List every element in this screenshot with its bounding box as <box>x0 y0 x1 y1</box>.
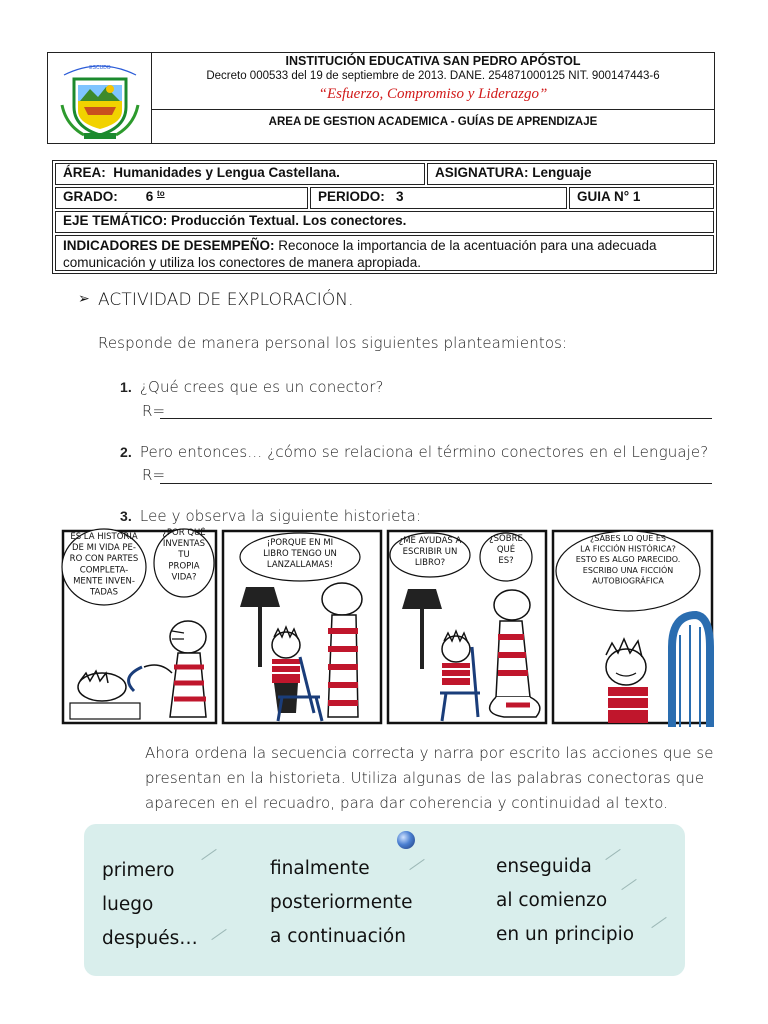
connector-word: al comienzo <box>496 890 608 911</box>
activity-intro: Responde de manera personal los siguientes planteamientos: <box>98 334 568 352</box>
indicators-label: INDICADORES DE DESEMPEÑO: <box>63 238 275 253</box>
answer-prefix-1: R= <box>142 402 166 420</box>
answer-line-2[interactable] <box>160 483 712 484</box>
question-3 <box>120 507 421 525</box>
comic-bubble-text: ESTO ES ALGO PARECIDO. <box>575 555 681 565</box>
motto: “Esfuerzo, Compromiso y Liderazgo” <box>318 86 548 102</box>
comic-bubble-text: TU <box>178 550 190 561</box>
header-divider <box>152 109 714 110</box>
connector-word: primero <box>102 860 175 881</box>
question-1 <box>120 378 384 396</box>
svg-text:ESCUDO: ESCUDO <box>89 65 111 71</box>
comic-bubble-text: LIBRO TENGO UN <box>263 549 337 560</box>
subject-label: ASIGNATURA: <box>435 165 529 180</box>
connector-word: enseguida <box>496 856 592 877</box>
connector-word: posteriormente <box>270 892 413 913</box>
axis-value: Producción Textual. Los conectores. <box>171 213 407 228</box>
comic-bubble-text: AUTOBIOGRÁFICA <box>592 576 664 586</box>
answer-line-1[interactable] <box>160 418 712 419</box>
decorative-mark <box>409 859 424 870</box>
decorative-mark <box>605 849 620 860</box>
answer-prefix-2: R= <box>142 466 166 484</box>
decorative-mark <box>651 917 666 928</box>
period-cell <box>310 187 567 209</box>
decorative-mark <box>201 849 216 860</box>
indicators-value: Reconoce la importancia de la acentuación para una adecuada comunicación y utiliza los conectores de manera apropiada. <box>63 238 657 270</box>
comic-bubble-text: ¡PORQUE EN MI <box>266 538 334 548</box>
guide-label: GUIA N° 1 <box>577 189 641 204</box>
comic-bubble-text: LANZALLAMAS! <box>266 560 334 571</box>
comic-bubble-text: ESCRIBO UNA FICCIÓN <box>582 565 674 575</box>
subject-cell <box>427 163 714 185</box>
comic-bubble-text: QUÉ <box>496 545 516 556</box>
area-cell <box>55 163 425 185</box>
instruction-line-3: aparecen en el recuadro, para dar coherencia y continuidad al texto. <box>145 794 669 812</box>
area-line: AREA DE GESTION ACADEMICA - GUÍAS DE APRENDIZAJE <box>268 116 598 128</box>
comic-bubble-text: ESCRIBIR UN <box>402 547 458 558</box>
pushpin-icon <box>397 831 415 849</box>
connector-word: a continuación <box>270 926 406 947</box>
grade-suffix: to <box>157 189 165 198</box>
question-number: 3. <box>120 508 132 524</box>
comic-bubble-text: LIBRO? <box>414 558 446 569</box>
area-label: ÁREA: <box>63 165 106 180</box>
axis-cell <box>55 211 714 233</box>
question-number: 1. <box>120 379 132 395</box>
guide-cell <box>569 187 714 209</box>
comic-bubble-text: ¿ME AYUDAS A <box>398 536 462 546</box>
area-value: Humanidades y Lengua Castellana. <box>113 165 340 180</box>
comic-bubble-text: PROPIA <box>168 561 200 572</box>
question-number: 2. <box>120 444 132 460</box>
comic-bubble-text: VIDA? <box>171 572 197 583</box>
comic-bubble-text: ES? <box>498 556 514 567</box>
connector-word: luego <box>102 894 154 915</box>
comic-bubble-text: RO CON PARTES <box>69 554 139 565</box>
comic-bubble-text: TADAS <box>90 587 118 598</box>
activity-title: ACTIVIDAD DE EXPLORACIÓN. <box>98 290 354 310</box>
comic-bubble-text: ¿SOBRE <box>489 534 523 544</box>
connector-words-box <box>84 824 685 976</box>
comic-bubble-text: ¿SABES LO QUE ES <box>589 534 667 543</box>
institution-name: INSTITUCIÓN EDUCATIVA SAN PEDRO APÓSTOL <box>285 54 581 68</box>
connector-word: finalmente <box>270 858 370 879</box>
comic-strip <box>60 527 715 727</box>
comic-bubble-text: LA FICCIÓN HISTÓRICA? <box>580 544 676 554</box>
subject-value: Lenguaje <box>532 165 592 180</box>
question-2 <box>120 443 708 461</box>
course-info-table <box>52 160 717 274</box>
question-text: Pero entonces… ¿cómo se relaciona el término conectores en el Lenguaje? <box>139 443 709 461</box>
institution-header <box>47 52 715 144</box>
comic-bubble-text: ES LA HISTORIA <box>70 532 138 542</box>
question-text: ¿Qué crees que es un conector? <box>139 378 384 396</box>
decree-line: Decreto 000533 del 19 de septiembre de 2013. DANE. 254871000125 NIT. 900147443-6 <box>206 70 660 82</box>
arrow-bullet-icon: ➢ <box>78 290 90 306</box>
grade-value: 6 <box>145 189 154 204</box>
grade-label: GRADO: <box>63 189 118 204</box>
school-shield-logo <box>54 55 146 141</box>
comic-bubble-text: INVENTAS <box>162 539 206 550</box>
logo-cell <box>48 53 152 143</box>
comic-bubble-text: COMPLETA- <box>79 565 129 576</box>
decorative-mark <box>621 879 636 890</box>
indicators-cell <box>55 235 714 271</box>
grade-cell <box>55 187 308 209</box>
connector-word: en un principio <box>496 924 635 945</box>
comic-bubble-text: DE MI VIDA PE- <box>72 543 136 554</box>
instruction-line-2: presentan en la historieta. Utiliza algunas de las palabras conectoras que <box>145 769 705 787</box>
period-label: PERIODO: <box>318 189 385 204</box>
question-text: Lee y observa la siguiente historieta: <box>139 507 422 525</box>
comic-bubble-text: ¿POR QUÉ <box>162 528 206 538</box>
instruction-line-1: Ahora ordena la secuencia correcta y narra por escrito las acciones que se <box>145 744 714 762</box>
period-value: 3 <box>396 189 404 204</box>
calvin-figure <box>442 631 470 685</box>
connector-word: después… <box>102 928 198 949</box>
comic-bubble-text: MENTE INVEN- <box>73 576 135 587</box>
axis-label: EJE TEMÁTICO: <box>63 213 168 228</box>
decorative-mark <box>211 929 226 940</box>
